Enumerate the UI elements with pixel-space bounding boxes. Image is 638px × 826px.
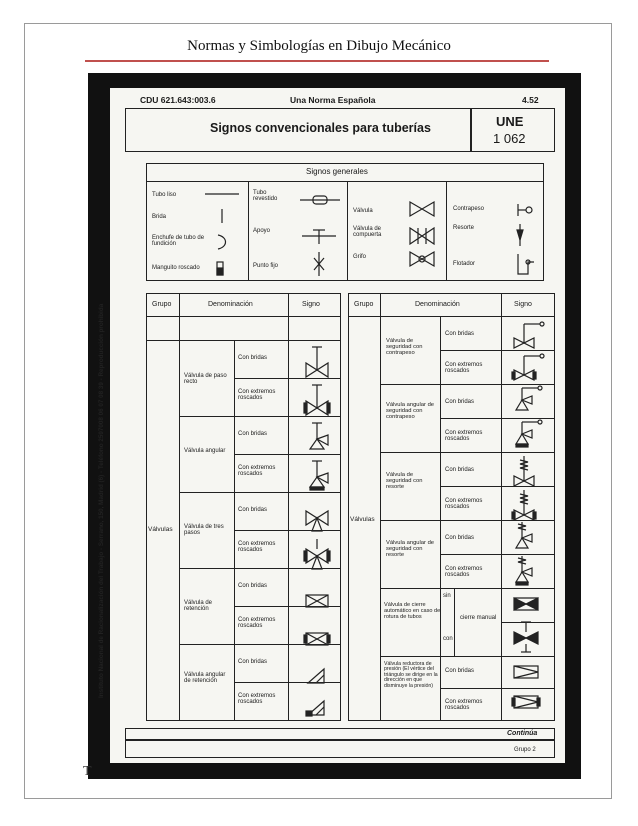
right-group-label: Válvulas <box>350 516 375 523</box>
valve-variant: Con bridas <box>445 668 475 674</box>
valve-name: Válvula reductora de presión (El vértice del triángulo se dirige en la dirección en que disminuye la presión) <box>384 661 438 689</box>
valve-name: Válvula de seguridad con contrapeso <box>386 338 423 357</box>
page-number: 4.52 <box>522 95 539 105</box>
general-signs-col1-icons <box>205 188 245 278</box>
general-label: Contrapeso <box>453 206 485 212</box>
valve-name: Válvula angular de seguridad con contrapeso <box>386 402 435 421</box>
valve-name: Válvula de seguridad con resorte <box>386 472 423 491</box>
une-label: UNE <box>496 114 524 129</box>
right-header-signo: Signo <box>514 301 532 308</box>
valve-variant: con <box>443 636 453 642</box>
valve-name: Válvula de retención <box>184 600 213 613</box>
general-label: Enchufe de tubo de fundición <box>152 235 205 248</box>
continua-label: Continúa <box>507 730 538 737</box>
general-label: Grifo <box>353 254 367 260</box>
valve-variant: Con bridas <box>445 535 475 541</box>
left-header-denominacion: Denominación <box>208 301 253 308</box>
valve-variant: Con extremos roscados <box>238 541 276 554</box>
page-header-title: Normas y Simbologías en Dibujo Mecánico <box>187 38 451 54</box>
valve-variant: sin <box>443 593 451 599</box>
left-valve-symbols <box>302 343 332 719</box>
continua-bar <box>125 728 555 740</box>
general-signs-col3-icons <box>408 200 443 270</box>
valve-name: Válvula angular <box>184 448 226 454</box>
general-label: Válvula <box>353 208 373 214</box>
left-header-grupo: Grupo <box>152 301 172 308</box>
right-header-grupo: Grupo <box>354 301 374 308</box>
valve-variant: Con extremos roscados <box>238 693 276 706</box>
general-label: Flotador <box>453 261 476 267</box>
valve-variant: Con bridas <box>238 659 268 665</box>
valve-variant: Con extremos roscados <box>445 699 483 712</box>
general-label: Tubo revestido <box>253 190 278 203</box>
footer-bar <box>125 740 555 758</box>
general-label: Manguito roscado <box>152 265 200 271</box>
side-legend: Instituto Nacional de Racionalización del Trabajo - Serrano, 150, Madrid (6) - Teléfono 2597008 06 07 08 39 - Reproducción prohibida <box>98 303 105 698</box>
valve-variant: Con extremos roscados <box>238 389 276 402</box>
left-group-label: Válvulas <box>148 526 173 533</box>
general-label: Válvula de compuerta <box>353 226 382 239</box>
header-rule <box>85 60 549 62</box>
general-label: Resorte <box>453 225 475 231</box>
valve-variant: Con extremos roscados <box>445 362 483 375</box>
valve-name: Válvula angular de retención <box>184 672 226 685</box>
valve-variant: Con bridas <box>238 431 268 437</box>
title-divider <box>470 108 472 152</box>
valve-name: Válvula angular de seguridad con resorte <box>386 540 435 559</box>
valve-variant: Con bridas <box>445 399 475 405</box>
general-signs-col2-icons <box>300 188 345 278</box>
valve-variant: Con bridas <box>238 507 268 513</box>
footer-mark: T <box>83 764 92 779</box>
valve-variant: cierre manual <box>460 615 497 621</box>
valve-variant: Con bridas <box>445 331 475 337</box>
general-label: Tubo liso <box>152 192 177 198</box>
standard-sheet <box>98 88 565 763</box>
valve-variant: Con extremos roscados <box>445 566 483 579</box>
valve-variant: Con extremos roscados <box>445 498 483 511</box>
valve-variant: Con bridas <box>238 583 268 589</box>
valve-name: Válvula de tres pasos <box>184 524 224 537</box>
norma-label: Una Norma Española <box>290 95 376 105</box>
une-number: 1 062 <box>493 131 526 146</box>
valve-variant: Con extremos roscados <box>238 465 276 478</box>
main-title: Signos convencionales para tuberías <box>210 121 431 135</box>
left-header-signo: Signo <box>302 301 320 308</box>
general-signs-col4-icons <box>510 200 545 280</box>
valve-variant: Con bridas <box>238 355 268 361</box>
general-label: Brida <box>152 214 167 220</box>
general-label: Punto fijo <box>253 263 279 269</box>
right-valve-symbols <box>510 316 550 721</box>
valve-variant: Con extremos roscados <box>445 430 483 443</box>
general-signs-title: Signos generales <box>306 167 368 176</box>
right-header-denominacion: Denominación <box>415 301 460 308</box>
general-label: Apoyo <box>253 228 271 234</box>
valve-variant: Con extremos roscados <box>238 617 276 630</box>
valve-variant: Con bridas <box>445 467 475 473</box>
cdu-code: CDU 621.643:003.6 <box>140 95 216 105</box>
grupo-footer: Grupo 2 <box>514 747 536 753</box>
valve-name: Válvula de cierre automático en caso de rotura de tubos <box>384 602 441 620</box>
valve-name: Válvula de paso recto <box>184 373 227 386</box>
